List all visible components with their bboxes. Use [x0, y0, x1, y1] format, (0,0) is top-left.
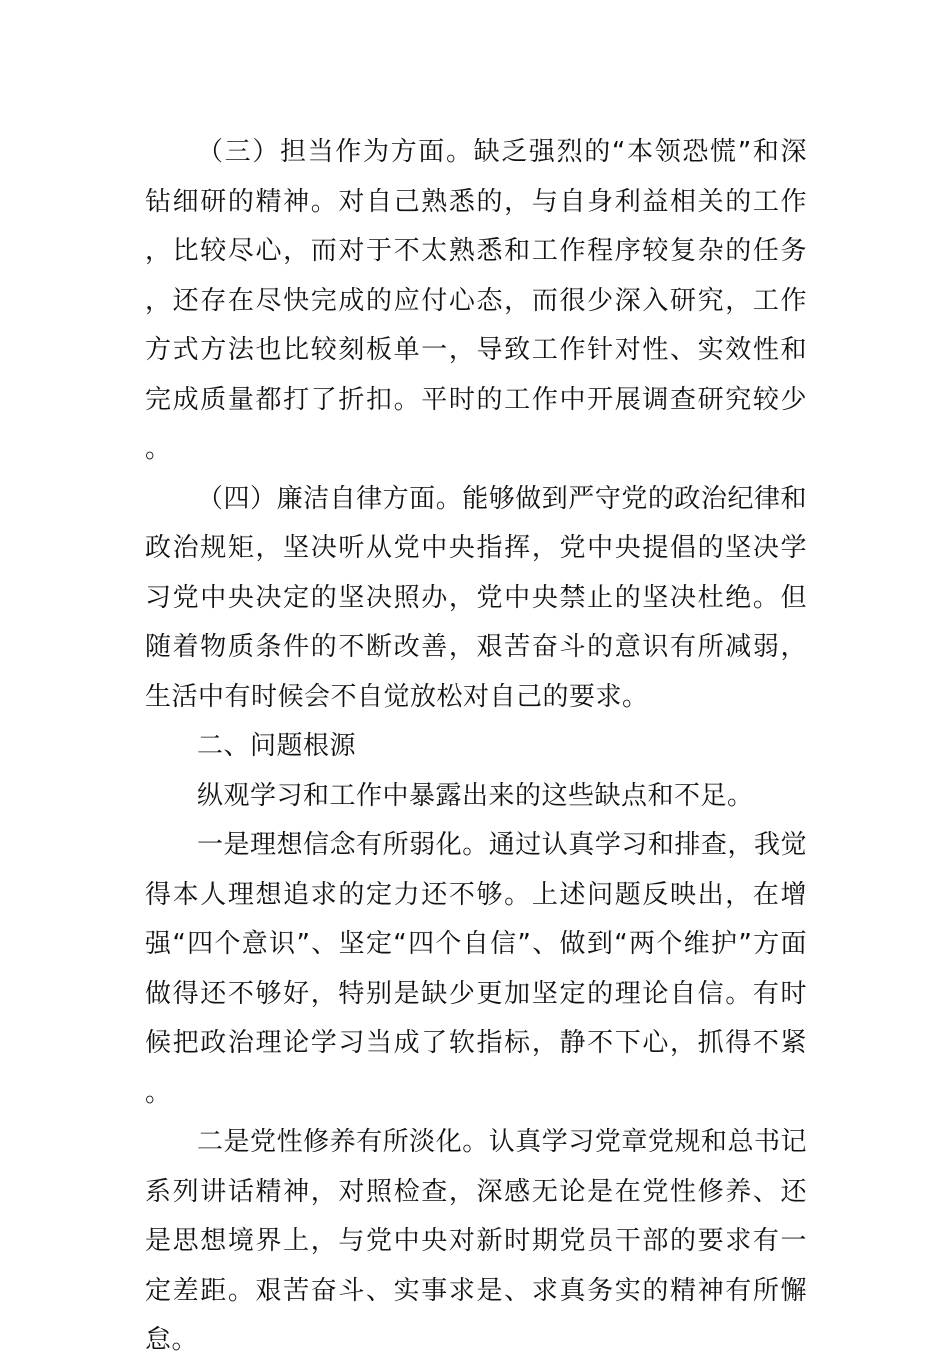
- paragraph-integrity: （四）廉洁自律方面。能够做到严守党的政治纪律和政治规矩，坚决听从党中央指挥，党中央提倡的坚决学习党中央决定的坚决照办，党中央禁止的坚决杜绝。但随着物质条件的不断改善，艰苦奋斗的意识有所减弱，生活中有时候会不自觉放松对自己的要求。: [145, 483, 807, 712]
- paragraph-party-spirit: 二是党性修养有所淡化。认真学习党章党规和总书记系列讲话精神，对照检查，深感无论是在党性修养、还是思想境界上，与党中央对新时期党员干部的要求有一定差距。艰苦奋斗、实事求是、求真务实的精神有所懈怠。: [145, 1127, 807, 1355]
- paragraph-responsibility: （三）担当作为方面。缺乏强烈的“本领恐慌”和深钻细研的精神。对自己熟悉的，与自身利益相关的工作，比较尽心，而对于不太熟悉和工作程序较复杂的任务，还存在尽快完成的应付心态，而很少深入研究，工作方式方法也比较刻板单一，导致工作针对性、实效性和完成质量都打了折扣。平时的工作中开展调查研究较少。: [145, 137, 807, 464]
- section-heading-root-causes: 二、问题根源: [197, 731, 357, 761]
- document-body: [145, 128, 807, 1366]
- paragraph-overview: 纵观学习和工作中暴露出来的这些缺点和不足。: [197, 780, 754, 811]
- paragraph-ideals: 一是理想信念有所弱化。通过认真学习和排查，我觉得本人理想追求的定力还不够。上述问题反映出，在增强“四个意识”、坚定“四个自信”、做到“两个维护”方面做得还不够好，特别是缺少更加坚定的理论自信。有时候把政治理论学习当成了软指标，静不下心，抓得不紧。: [145, 830, 807, 1108]
